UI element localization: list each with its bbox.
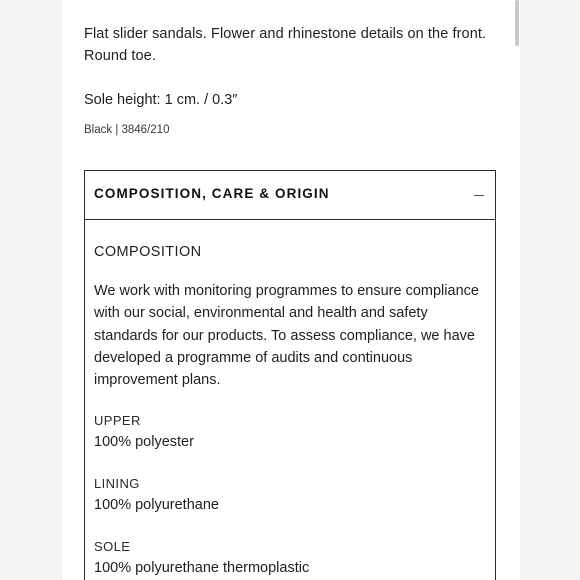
color-reference: Black | 3846/210 — [84, 124, 170, 136]
product-description: Flat slider sandals. Flower and rhinestone details on the front. Round toe. — [84, 26, 487, 64]
composition-text: We work with monitoring programmes to ensure compliance with our social, environmental and health and safety standards for our products. To assess compliance, we have developed a programme of audits and continuous improvement plans. — [94, 283, 479, 389]
accordion-title: COMPOSITION, CARE & ORIGIN — [94, 186, 330, 201]
lining-label: LINING — [94, 476, 140, 491]
right-margin — [520, 0, 580, 580]
composition-heading: COMPOSITION — [94, 244, 202, 260]
sole-height-text: Sole height: 1 cm. / 0.3″ — [84, 92, 238, 108]
accordion-header[interactable] — [85, 171, 495, 220]
sole-label: SOLE — [94, 539, 131, 554]
left-margin — [0, 0, 62, 580]
scrollbar-thumb[interactable] — [515, 0, 519, 46]
minus-icon[interactable] — [474, 195, 484, 196]
upper-value: 100% polyester — [94, 434, 194, 450]
lining-value: 100% polyurethane — [94, 497, 219, 513]
upper-label: UPPER — [94, 413, 141, 428]
sole-value: 100% polyurethane thermoplastic — [94, 560, 310, 576]
